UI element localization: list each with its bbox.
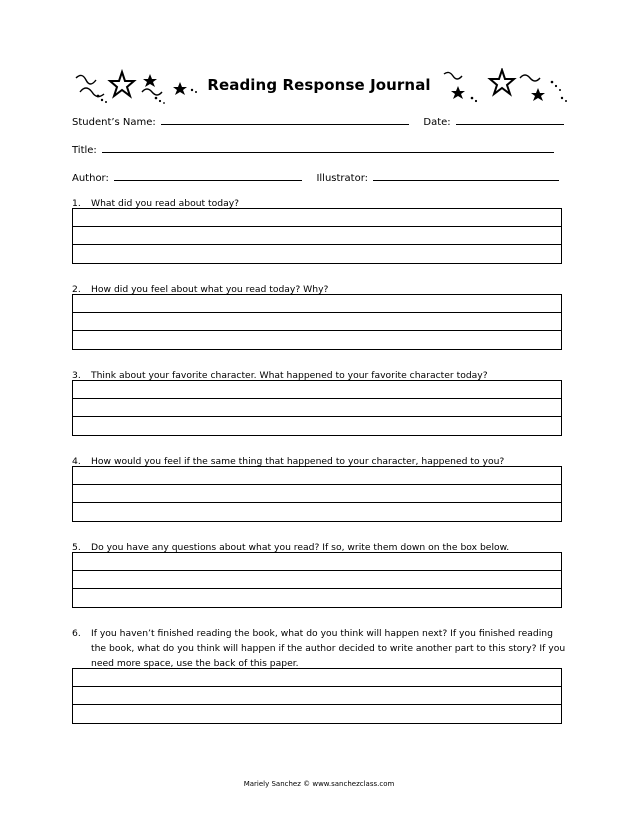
question-text: If you haven’t finished reading the book, what do you think will happen next? If you finished reading the book, what do you think will happen if the author decided to write another part to this story? If you need more space, use the back of this paper. bbox=[91, 628, 566, 669]
answer-line[interactable] bbox=[73, 399, 561, 417]
date-label: Date: bbox=[423, 117, 451, 128]
author-row bbox=[72, 170, 559, 184]
answer-box[interactable] bbox=[72, 552, 562, 608]
answer-line[interactable] bbox=[73, 313, 561, 331]
book-title-label: Title: bbox=[72, 145, 97, 156]
page-title: Reading Response Journal bbox=[207, 76, 431, 94]
student-name-blank[interactable] bbox=[161, 114, 409, 125]
question-number: 3. bbox=[72, 370, 81, 381]
answer-line[interactable] bbox=[73, 503, 561, 521]
question-number: 1. bbox=[72, 198, 81, 209]
header bbox=[72, 68, 566, 106]
answer-line[interactable] bbox=[73, 687, 561, 705]
answer-line[interactable] bbox=[73, 381, 561, 399]
answer-line[interactable] bbox=[73, 553, 561, 571]
answer-line[interactable] bbox=[73, 245, 561, 263]
author-blank[interactable] bbox=[114, 170, 302, 181]
question-number: 5. bbox=[72, 542, 81, 553]
answer-line[interactable] bbox=[73, 295, 561, 313]
answer-line[interactable] bbox=[73, 331, 561, 349]
answer-line[interactable] bbox=[73, 467, 561, 485]
star-doodle-icon bbox=[440, 68, 570, 106]
answer-line[interactable] bbox=[73, 705, 561, 723]
answer-box[interactable] bbox=[72, 668, 562, 724]
star-doodle-icon bbox=[72, 68, 202, 106]
question-number: 6. bbox=[72, 628, 81, 639]
footer-credit: Mariely Sanchez © www.sanchezclass.com bbox=[243, 780, 395, 788]
answer-line[interactable] bbox=[73, 669, 561, 687]
answer-line[interactable] bbox=[73, 227, 561, 245]
answer-line[interactable] bbox=[73, 589, 561, 607]
question-text: How would you feel if the same thing that happened to your character, happened to you? bbox=[91, 456, 505, 467]
answer-box[interactable] bbox=[72, 380, 562, 436]
answer-line[interactable] bbox=[73, 485, 561, 503]
answer-line[interactable] bbox=[73, 417, 561, 435]
answer-box[interactable] bbox=[72, 294, 562, 350]
illustrator-blank[interactable] bbox=[373, 170, 559, 181]
question-text: What did you read about today? bbox=[91, 198, 240, 209]
question-number: 4. bbox=[72, 456, 81, 467]
answer-line[interactable] bbox=[73, 209, 561, 227]
title-row bbox=[72, 142, 554, 156]
book-title-blank[interactable] bbox=[102, 142, 554, 153]
answer-box[interactable] bbox=[72, 466, 562, 522]
question-text: Do you have any questions about what you read? If so, write them down on the box below. bbox=[91, 542, 510, 553]
author-label: Author: bbox=[72, 173, 109, 184]
question-text: How did you feel about what you read today? Why? bbox=[91, 284, 329, 295]
answer-box[interactable] bbox=[72, 208, 562, 264]
date-blank[interactable] bbox=[456, 114, 564, 125]
answer-line[interactable] bbox=[73, 571, 561, 589]
student-name-row bbox=[72, 114, 564, 128]
illustrator-label: Illustrator: bbox=[316, 173, 368, 184]
question-number: 2. bbox=[72, 284, 81, 295]
student-name-label: Student’s Name: bbox=[72, 117, 156, 128]
question-text: Think about your favorite character. What happened to your favorite character today? bbox=[91, 370, 488, 381]
